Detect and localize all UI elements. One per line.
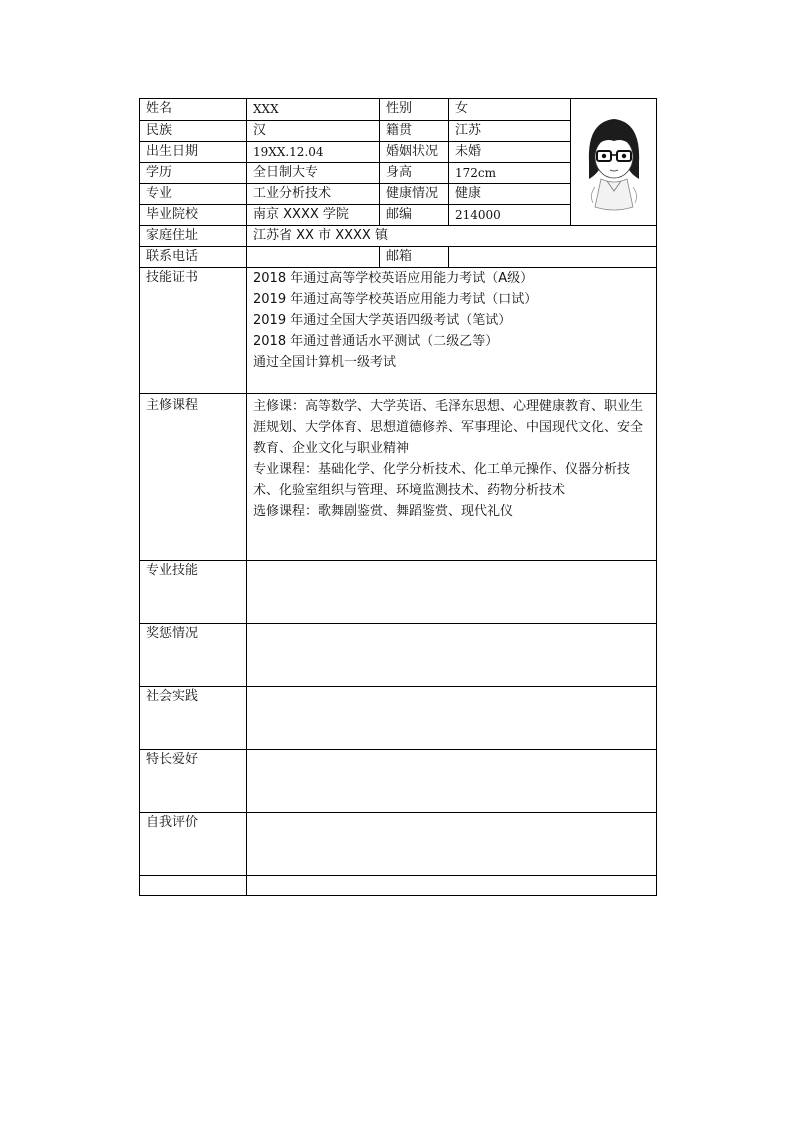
education-value: 全日制大专 bbox=[247, 163, 380, 184]
postcode-label: 邮编 bbox=[380, 205, 449, 226]
awards-label: 奖惩情况 bbox=[140, 624, 247, 687]
avatar-cartoon-girl-icon bbox=[579, 107, 649, 217]
certificates-content bbox=[247, 268, 657, 394]
resume-table bbox=[139, 98, 657, 896]
native-place-value: 江苏 bbox=[449, 121, 571, 142]
courses-content bbox=[247, 394, 657, 561]
certificate-item: 2019 年通过高等学校英语应用能力考试（口试） bbox=[253, 292, 538, 307]
major-label: 专业 bbox=[140, 184, 247, 205]
address-label: 家庭住址 bbox=[140, 226, 247, 247]
certificate-item: 2019 年通过全国大学英语四级考试（笔试） bbox=[253, 313, 512, 328]
professional-courses: 专业课程：基础化学、化学分析技术、化工单元操作、仪器分析技术、化验室组织与管理、环境监测技术、药物分析技术 bbox=[253, 462, 631, 498]
self-evaluation-content bbox=[247, 813, 657, 876]
photo-cell bbox=[571, 99, 657, 226]
phone-value bbox=[247, 247, 380, 268]
gender-label: 性别 bbox=[380, 99, 449, 121]
practice-label: 社会实践 bbox=[140, 687, 247, 750]
certificates-label: 技能证书 bbox=[140, 268, 247, 394]
awards-content bbox=[247, 624, 657, 687]
height-label: 身高 bbox=[380, 163, 449, 184]
certificate-item: 通过全国计算机一级考试 bbox=[253, 355, 397, 370]
hobbies-content bbox=[247, 750, 657, 813]
courses-label: 主修课程 bbox=[140, 394, 247, 561]
ethnicity-value: 汉 bbox=[247, 121, 380, 142]
gender-value: 女 bbox=[449, 99, 571, 121]
school-value: 南京 XXXX 学院 bbox=[247, 205, 380, 226]
native-place-label: 籍贯 bbox=[380, 121, 449, 142]
marital-status-value: 未婚 bbox=[449, 142, 571, 163]
skills-content bbox=[247, 561, 657, 624]
address-value: 江苏省 XX 市 XXXX 镇 bbox=[247, 226, 657, 247]
education-label: 学历 bbox=[140, 163, 247, 184]
hobbies-label: 特长爱好 bbox=[140, 750, 247, 813]
phone-label: 联系电话 bbox=[140, 247, 247, 268]
marital-status-label: 婚姻状况 bbox=[380, 142, 449, 163]
birth-date-label: 出生日期 bbox=[140, 142, 247, 163]
ethnicity-label: 民族 bbox=[140, 121, 247, 142]
major-value: 工业分析技术 bbox=[247, 184, 380, 205]
main-courses: 主修课：高等数学、大学英语、毛泽东思想、心理健康教育、职业生涯规划、大学体育、思想道德修养、军事理论、中国现代文化、安全教育、企业文化与职业精神 bbox=[253, 399, 644, 456]
elective-courses: 选修课程：歌舞剧鉴赏、舞蹈鉴赏、现代礼仪 bbox=[253, 504, 514, 519]
school-label: 毕业院校 bbox=[140, 205, 247, 226]
practice-content bbox=[247, 687, 657, 750]
name-label: 姓名 bbox=[140, 99, 247, 121]
empty-cell bbox=[140, 876, 247, 896]
birth-date-value: 19XX.12.04 bbox=[247, 142, 380, 163]
email-value bbox=[449, 247, 657, 268]
skills-label: 专业技能 bbox=[140, 561, 247, 624]
health-label: 健康情况 bbox=[380, 184, 449, 205]
postcode-value: 214000 bbox=[449, 205, 571, 226]
empty-cell bbox=[247, 876, 657, 896]
health-value: 健康 bbox=[449, 184, 571, 205]
email-label: 邮箱 bbox=[380, 247, 449, 268]
certificate-item: 2018 年通过普通话水平测试（二级乙等） bbox=[253, 334, 499, 349]
height-value: 172cm bbox=[449, 163, 571, 184]
self-evaluation-label: 自我评价 bbox=[140, 813, 247, 876]
certificate-item: 2018 年通过高等学校英语应用能力考试（A级） bbox=[253, 271, 534, 286]
name-value: XXX bbox=[247, 99, 380, 121]
